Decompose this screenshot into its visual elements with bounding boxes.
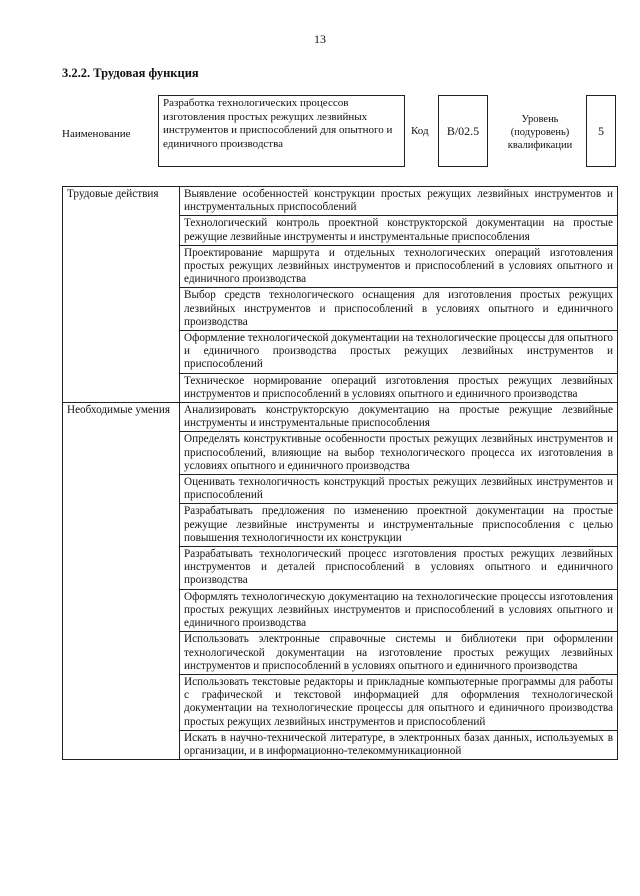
section-category: Трудовые действия (63, 187, 180, 403)
section-item: Разрабатывать предложения по изменению проектной документации на простые режущие лезвийные инструменты и инструментальные приспособления с целью повышения технологичности их конструкции (180, 504, 618, 547)
name-value-box: Разработка технологических процессов изготовления простых режущих лезвийных инструментов и приспособлений для опытного и единичного производства (158, 95, 405, 167)
section-item: Использовать текстовые редакторы и прикладные компьютерные программы для работы с графической и текстовой информацией для оформления технологической документации на технологические процессы для опытного и единичного производства простых режущих лезвийных инструментов и приспособлений (180, 674, 618, 730)
function-details-table (62, 186, 618, 760)
table-row (63, 403, 618, 432)
code-label: Код (411, 125, 429, 137)
section-item: Технологический контроль проектной конструкторской документации на простые режущие лезвийные инструменты и инструментальные приспособления (180, 216, 618, 245)
section-category: Необходимые умения (63, 403, 180, 760)
section-item: Разрабатывать технологический процесс изготовления простых режущих лезвийных инструментов и деталей приспособлений в условиях опытного и единичного производства (180, 547, 618, 590)
code-value-box: B/02.5 (438, 95, 488, 167)
section-item: Оформление технологической документации на технологические процессы для опытного и единичного производства простых режущих лезвийных инструментов и приспособлений (180, 331, 618, 374)
section-item: Искать в научно-технической литературе, в электронных базах данных, используемых в организации, и в информационно-телекоммуникационной (180, 730, 618, 759)
section-item: Техническое нормирование операций изготовления простых режущих лезвийных инструментов и приспособлений в условиях опытного и единичного производства (180, 373, 618, 402)
table-row (63, 187, 618, 216)
section-item: Анализировать конструкторскую документацию на простые режущие лезвийные инструменты и инструментальные приспособления (180, 403, 618, 432)
section-item: Определять конструктивные особенности простых режущих лезвийных инструментов и приспособлений, влияющие на выбор технологического процесса их изготовления в условиях опытного и единичного производства (180, 432, 618, 475)
name-label: Наименование (62, 128, 131, 140)
page-number: 13 (314, 32, 326, 46)
section-item: Проектирование маршрута и отдельных технологических операций изготовления простых режущих лезвийных инструментов и приспособлений в условиях опытного и единичного производства (180, 245, 618, 288)
section-item: Использовать электронные справочные системы и библиотеки при оформлении технологической документации на изготовление простых режущих лезвийных инструментов и приспособлений в условиях опытного и единичного производства (180, 632, 618, 675)
qualification-level-label: Уровень (подуровень) квалификации (507, 114, 573, 151)
section-item: Оформлять технологическую документацию на технологические процессы изготовления простых режущих лезвийных инструментов и приспособлений в условиях опытного и единичного производства (180, 589, 618, 632)
section-item: Оценивать технологичность конструкций простых режущих лезвийных инструментов и приспособлений (180, 475, 618, 504)
section-title: 3.2.2. Трудовая функция (62, 66, 199, 80)
section-item: Выбор средств технологического оснащения для изготовления простых режущих лезвийных инструментов и приспособлений в условиях опытного и единичного производства (180, 288, 618, 331)
section-item: Выявление особенностей конструкции простых режущих лезвийных инструментов и инструментальных приспособлений (180, 187, 618, 216)
qualification-level-box: 5 (586, 95, 616, 167)
function-header (62, 95, 618, 175)
